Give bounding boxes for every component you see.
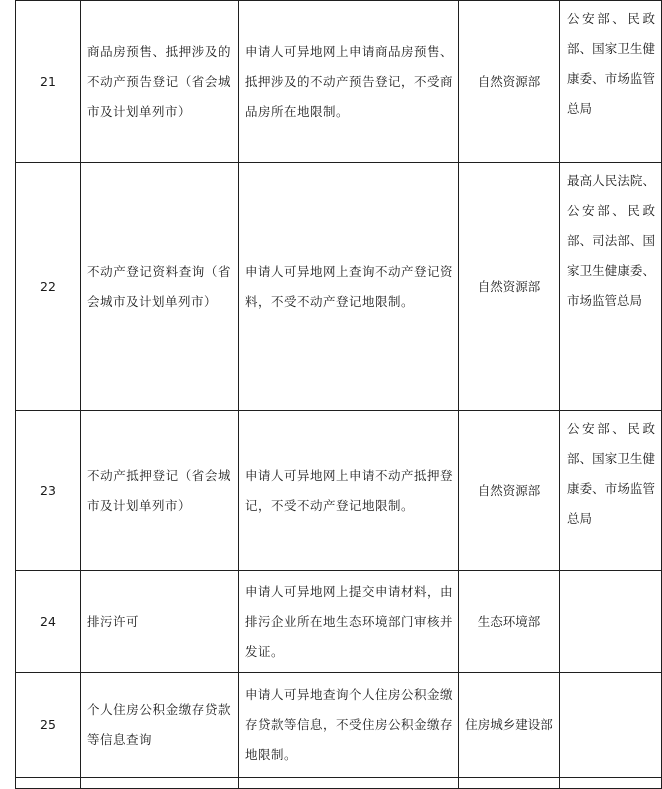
lead-department: 自然资源部 [459, 411, 560, 571]
service-name-cell [81, 571, 239, 673]
service-description: 申请人可异地网上申请商品房预售、抵押涉及的不动产预告登记，不受商品房所在地限制。 [245, 43, 454, 119]
service-description-cell [239, 411, 459, 571]
service-description: 申请人可异地网上查询不动产登记资料，不受不动产登记地限制。 [245, 263, 454, 309]
cooperating-departments-cell [560, 571, 662, 673]
service-description-cell [239, 673, 459, 778]
table-row [16, 571, 662, 673]
table-row [16, 673, 662, 778]
service-name: 不动产抵押登记（省会城市及计划单列市） [87, 467, 231, 513]
empty-cell [16, 778, 81, 789]
empty-cell [239, 778, 459, 789]
lead-department-cell [459, 673, 560, 778]
table-row [16, 411, 662, 571]
row-number: 21 [16, 1, 81, 163]
table-row [16, 163, 662, 411]
service-description: 申请人可异地网上申请不动产抵押登记，不受不动产登记地限制。 [245, 467, 454, 513]
cooperating-departments: 公安部、民政部、国家卫生健康委、市场监管总局 [567, 421, 655, 526]
empty-cell [560, 778, 662, 789]
empty-cell [81, 778, 239, 789]
service-name-cell [81, 673, 239, 778]
cooperating-departments [567, 571, 655, 574]
cooperating-departments-cell [560, 163, 662, 411]
service-name-cell [81, 1, 239, 163]
lead-department: 住房城乡建设部 [465, 717, 553, 732]
service-name: 商品房预售、抵押涉及的不动产预告登记（省会城市及计划单列市） [87, 43, 231, 119]
cooperating-departments: 公安部、民政部、国家卫生健康委、市场监管总局 [567, 11, 655, 116]
row-number: 22 [16, 163, 81, 411]
table-row [16, 1, 662, 163]
row-number: 24 [16, 571, 81, 673]
row-number: 25 [16, 673, 81, 778]
table-row-partial [16, 778, 662, 789]
empty-cell [459, 778, 560, 789]
row-number: 23 [16, 411, 81, 571]
cooperating-departments: 最高人民法院、公安部、民政部、司法部、国家卫生健康委、市场监管总局 [567, 173, 655, 308]
service-name-cell [81, 411, 239, 571]
service-description-cell [239, 163, 459, 411]
cooperating-departments-cell [560, 1, 662, 163]
services-table [15, 0, 662, 789]
service-name: 个人住房公积金缴存贷款等信息查询 [87, 702, 231, 747]
lead-department: 生态环境部 [459, 571, 560, 673]
cooperating-departments-cell [560, 673, 662, 778]
service-name: 排污许可 [87, 613, 140, 629]
cooperating-departments [567, 673, 655, 676]
service-name: 不动产登记资料查询（省会城市及计划单列市） [87, 263, 231, 309]
lead-department: 自然资源部 [459, 163, 560, 411]
service-name-cell [81, 163, 239, 411]
service-description-cell [239, 1, 459, 163]
lead-department: 自然资源部 [459, 1, 560, 163]
cooperating-departments-cell [560, 411, 662, 571]
service-description: 申请人可异地网上提交申请材料，由排污企业所在地生态环境部门审核并发证。 [245, 583, 454, 659]
service-description-cell [239, 571, 459, 673]
service-description: 申请人可异地查询个人住房公积金缴存贷款等信息，不受住房公积金缴存地限制。 [245, 687, 454, 762]
